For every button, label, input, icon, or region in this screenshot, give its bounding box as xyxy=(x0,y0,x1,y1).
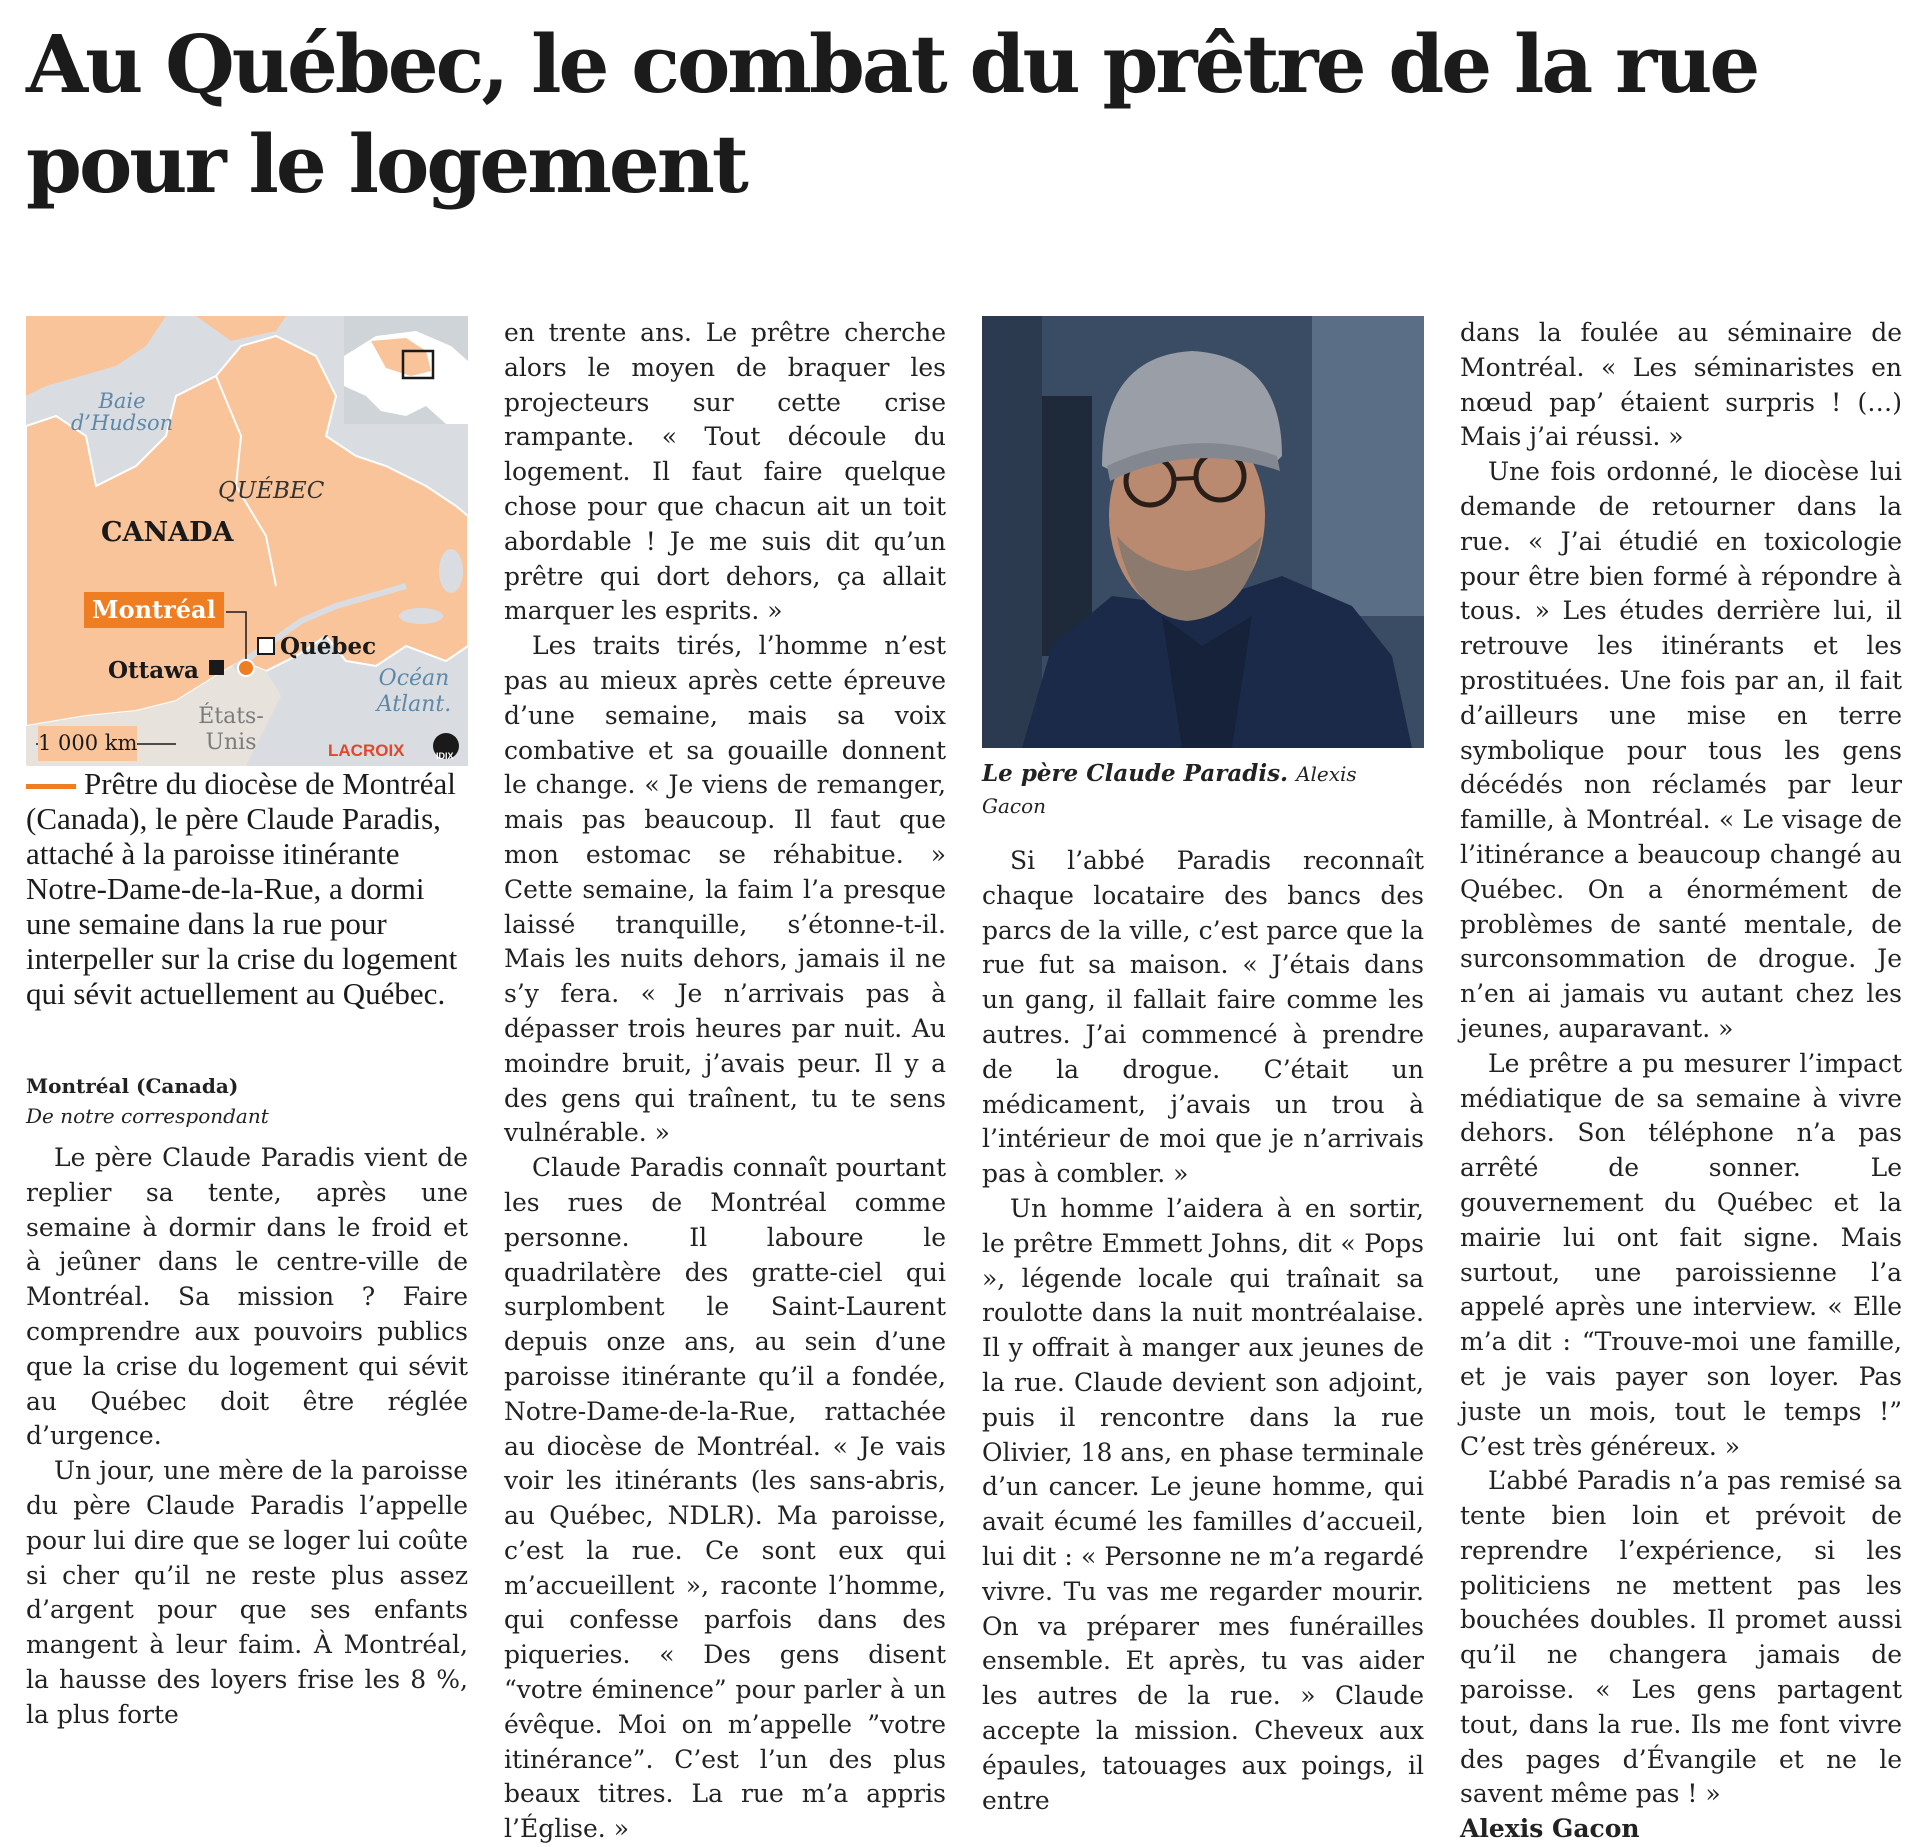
article-byline: Alexis Gacon xyxy=(1460,1814,1640,1844)
paragraph-1: Le père Claude Paradis vient de replier sa tente, après une semaine à dormir dans le froid et à jeûner dans le centre-ville de Montréal. Sa mission ? Faire comprendre aux pouvoirs publics que la crise du logement qui sévit au Québec doit être réglée d’urgence. xyxy=(26,1143,468,1451)
intro-text: Prêtre du diocèse de Montréal (Canada), le père Claude Paradis, attaché à la paroisse itinérante Notre-Dame-de-la-Rue, a dormi une semaine dans la rue pour interpeller sur la crise du logement qui sévit actuellement au Québec. xyxy=(26,766,458,1011)
photo-caption-text: Le père Claude Paradis. xyxy=(982,760,1289,787)
map-label-etats-unis: États-Unis xyxy=(198,704,264,755)
dateline-correspondent: De notre correspondant xyxy=(26,1104,269,1128)
dateline-place: Montréal (Canada) xyxy=(26,1074,239,1098)
photo-caption xyxy=(982,758,1424,822)
paragraph-7: Une fois ordonné, le diocèse lui demande de retourner dans la rue. « J’ai étudié en toxicologie pour être bien formé à répondre à tous. » Les études derrière lui, il retrouve les itinérants et les prostituées. Une fois par an, il fait d’ailleurs une mise en terre symbolique pour tous les gens décédés non réclamés par leur famille, à Montréal. « Le visage de l’itinérance a beaucoup changé au Québec. On a énormément de problèmes de santé mentale, de surconsommation de drogue. Je n’en ai jamais vu autant chez les jeunes, auparavant. » xyxy=(1460,457,1902,1043)
map-label-quebec-region: QUÉBEC xyxy=(218,478,325,504)
paragraph-5: Si l’abbé Paradis reconnaît chaque locataire des bancs des parcs de la ville, c’est parce que la rue fut sa maison. « J’étais dans un gang, il fallait faire comme les autres. J’ai commencé à prendre de la drogue. C’était un médicament, j’avais un trou à l’intérieur de moi que je n’arrivais pas à combler. » xyxy=(982,846,1424,1189)
locator-map xyxy=(26,316,468,766)
paragraph-4: Claude Paradis connaît pourtant les rues de Montréal comme personne. Il laboure le quadrilatère des gratte-ciel qui surplombent le Saint-Laurent depuis onze ans, au sein d’une paroisse itinérante qu’il a fondée, Notre-Dame-de-la-Rue, rattachée au diocèse de Montréal. « Je vais voir les itinérants (les sans-abris, au Québec, NDLR). Ma paroisse, c’est la rue. Ce sont eux qui m’accueillent », raconte l’homme, qui confesse parfois dans des piqueries. « Des gens disent “votre éminence” pour parler à un évêque. Moi on m’appelle ”votre itinérance”. C’est l’un des plus beaux titres. La rue m’a appris l’Église. » xyxy=(504,1153,946,1844)
intro-dash xyxy=(26,784,76,789)
paragraph-6-cont: dans la foulée au séminaire de Montréal. « Les séminaristes en nœud pap’ étaient surpris ! (…) Mais j’ai réussi. » xyxy=(1460,318,1902,452)
portrait-photo xyxy=(982,316,1424,748)
paragraph-6-start: Un homme l’aidera à en sortir, le prêtre Emmett Johns, dit « Pops », légende locale qui traînait sa roulotte dans la nuit montréalaise. Il y offrait à manger aux jeunes de la rue. Claude devient son adjoint, puis il rencontre dans la rue Olivier, 18 ans, en phase terminale d’un cancer. Le jeune homme, qui avait écumé les familles d’accueil, lui dit : « Personne ne m’a regardé vivre. Tu vas me regarder mourir. On va préparer mes funérailles ensemble. Et après, tu vas aider les autres de la rue. » Claude accepte la mission. Cheveux aux épaules, tatouages aux poings, il entre xyxy=(982,1193,1424,1815)
map-label-canada: CANADA xyxy=(101,517,234,548)
map-label-scale: 1 000 km xyxy=(38,726,137,761)
map-logo-badge: IDIX xyxy=(436,751,454,761)
photo-credit: Alexis Gacon xyxy=(982,762,1357,818)
portrait-image xyxy=(982,316,1424,748)
paragraph-2-cont: en trente ans. Le prêtre cherche alors le moyen de braquer les projecteurs sur cette crise rampante. « Tout découle du logement. Il faut faire quelque chose pour que chacun ait un toit abordable ! Je me suis dit qu’un prêtre qui dort dehors, ça allait marquer les esprits. » xyxy=(504,318,946,626)
article-intro xyxy=(26,766,468,1011)
map-label-ocean: Océan Atlant. xyxy=(376,666,452,717)
column-3 xyxy=(982,316,1424,1818)
paragraph-3: Les traits tirés, l’homme n’est pas au mieux après cette épreuve d’une semaine, mais sa voix combative et sa gouaille donnent le change. « Je viens de remanger, mais pas beaucoup. Il faut que mon estomac se réhabitue. » Cette semaine, la faim l’a presque laissé tranquille, s’étonne-t-il. Mais les nuits dehors, jamais il ne s’y fera. « Je n’arrivais pas à dépasser trois heures par nuit. Au moindre bruit, j’avais peur. Il y a des gens qui traînent, tu te sens vulnérable. » xyxy=(504,631,946,1148)
paragraph-9: L’abbé Paradis n’a pas remisé sa tente bien loin et prévoit de reprendre l’expérience, si les politiciens ne mettent pas les bouchées doubles. Il promet aussi qu’il ne changera jamais de paroisse. « Les gens partagent tout, dans la rue. Ils me font vivre des pages d’Évangile et ne le savent même pas ! » xyxy=(1460,1466,1902,1809)
map-label-baie: Baie d’Hudson xyxy=(70,389,174,435)
column-4 xyxy=(1460,316,1902,1847)
paragraph-2-start: Un jour, une mère de la paroisse du père Claude Paradis l’appelle pour lui dire que se loger lui coûte si cher qu’il ne reste plus assez d’argent pour que ses enfants mangent à leur faim. À Montréal, la hausse des loyers frise les 8 %, la plus forte xyxy=(26,1456,468,1729)
article-headline: Au Québec, le combat du prêtre de la rue pour le logement xyxy=(26,17,1758,211)
map-label-montreal: Montréal xyxy=(84,592,224,628)
column-1 xyxy=(26,316,468,1733)
map-label-quebec-city: Québec xyxy=(280,633,377,660)
map-logo-text: LACROIX xyxy=(328,741,405,760)
dateline xyxy=(26,1071,468,1131)
column-2 xyxy=(504,316,946,1847)
map-label-ottawa: Ottawa xyxy=(108,657,199,684)
paragraph-8: Le prêtre a pu mesurer l’impact médiatique de sa semaine à vivre dehors. Son téléphone n’a pas arrêté de sonner. Le gouvernement du Québec et la mairie lui ont fait signe. Mais surtout, une paroissienne l’a appelé après une interview. « Elle m’a dit : “Trouve-moi une famille, et je vais payer son loyer. Pas juste un mois, tout le temps !” C’est très généreux. » xyxy=(1460,1048,1902,1461)
